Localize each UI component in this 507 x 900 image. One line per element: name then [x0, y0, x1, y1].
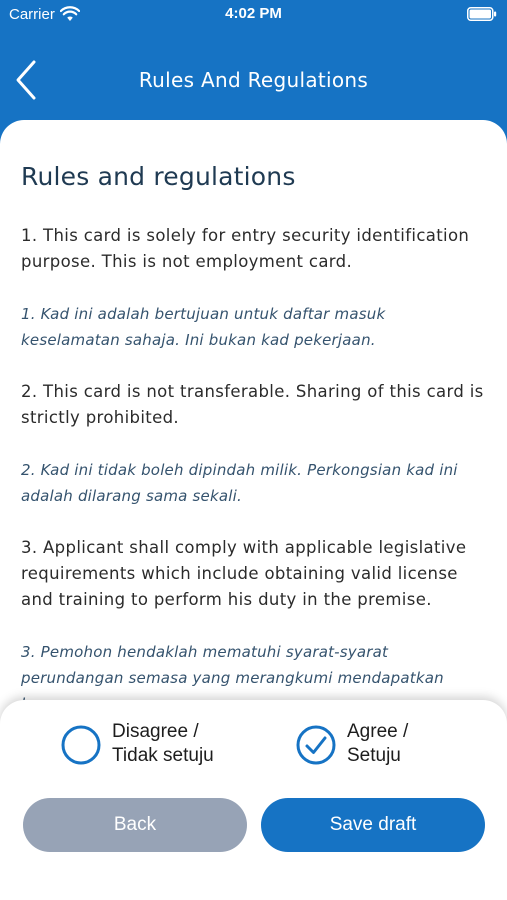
rule-3-malay: 3. Pemohon hendaklah mematuhi syarat-syarat perundangan semasa yang merangkumi mendapatkan: [21, 643, 444, 687]
rule-2-english: 2. This card is not transferable. Sharing of this card is strictly prohibited.: [21, 382, 484, 427]
rule-1-malay: 1. Kad ini adalah bertujuan untuk daftar masuk keselamatan sahaja. Ini bukan kad pekerjaan.: [21, 305, 386, 349]
disagree-label: [112, 720, 272, 768]
status-time: 4:02 PM: [225, 5, 282, 22]
save-draft-button[interactable]: Save draft: [261, 798, 485, 852]
carrier-label: Carrier: [9, 6, 55, 23]
rule-3-english: 3. Applicant shall comply with applicable legislative requirements which include obtaining valid license and training to perform his duty in the premise.: [21, 538, 467, 609]
agree-label-line1: Agree /: [347, 721, 409, 742]
agree-label: [347, 720, 507, 768]
disagree-label-line1: Disagree /: [112, 721, 199, 742]
disagree-label-line2: Tidak setuju: [112, 745, 214, 766]
rules-list: [21, 223, 487, 743]
agreement-panel: [0, 700, 507, 900]
rule-1-english: 1. This card is solely for entry security identification purpose. This is not employment card.: [21, 226, 470, 271]
status-bar: [0, 0, 507, 30]
rule-2-malay: 2. Kad ini tidak boleh dipindah milik. Perkongsian kad ini adalah dilarang sama sekali.: [21, 461, 458, 505]
radio-checked-icon: [295, 724, 337, 766]
radio-unchecked-icon: [60, 724, 102, 766]
rules-heading: Rules and regulations: [21, 162, 296, 191]
agree-label-line2: Setuju: [347, 745, 401, 766]
back-button[interactable]: Back: [23, 798, 247, 852]
navigation-bar: [0, 52, 507, 108]
battery-icon: [467, 7, 497, 21]
page-title: Rules And Regulations: [138, 68, 369, 92]
